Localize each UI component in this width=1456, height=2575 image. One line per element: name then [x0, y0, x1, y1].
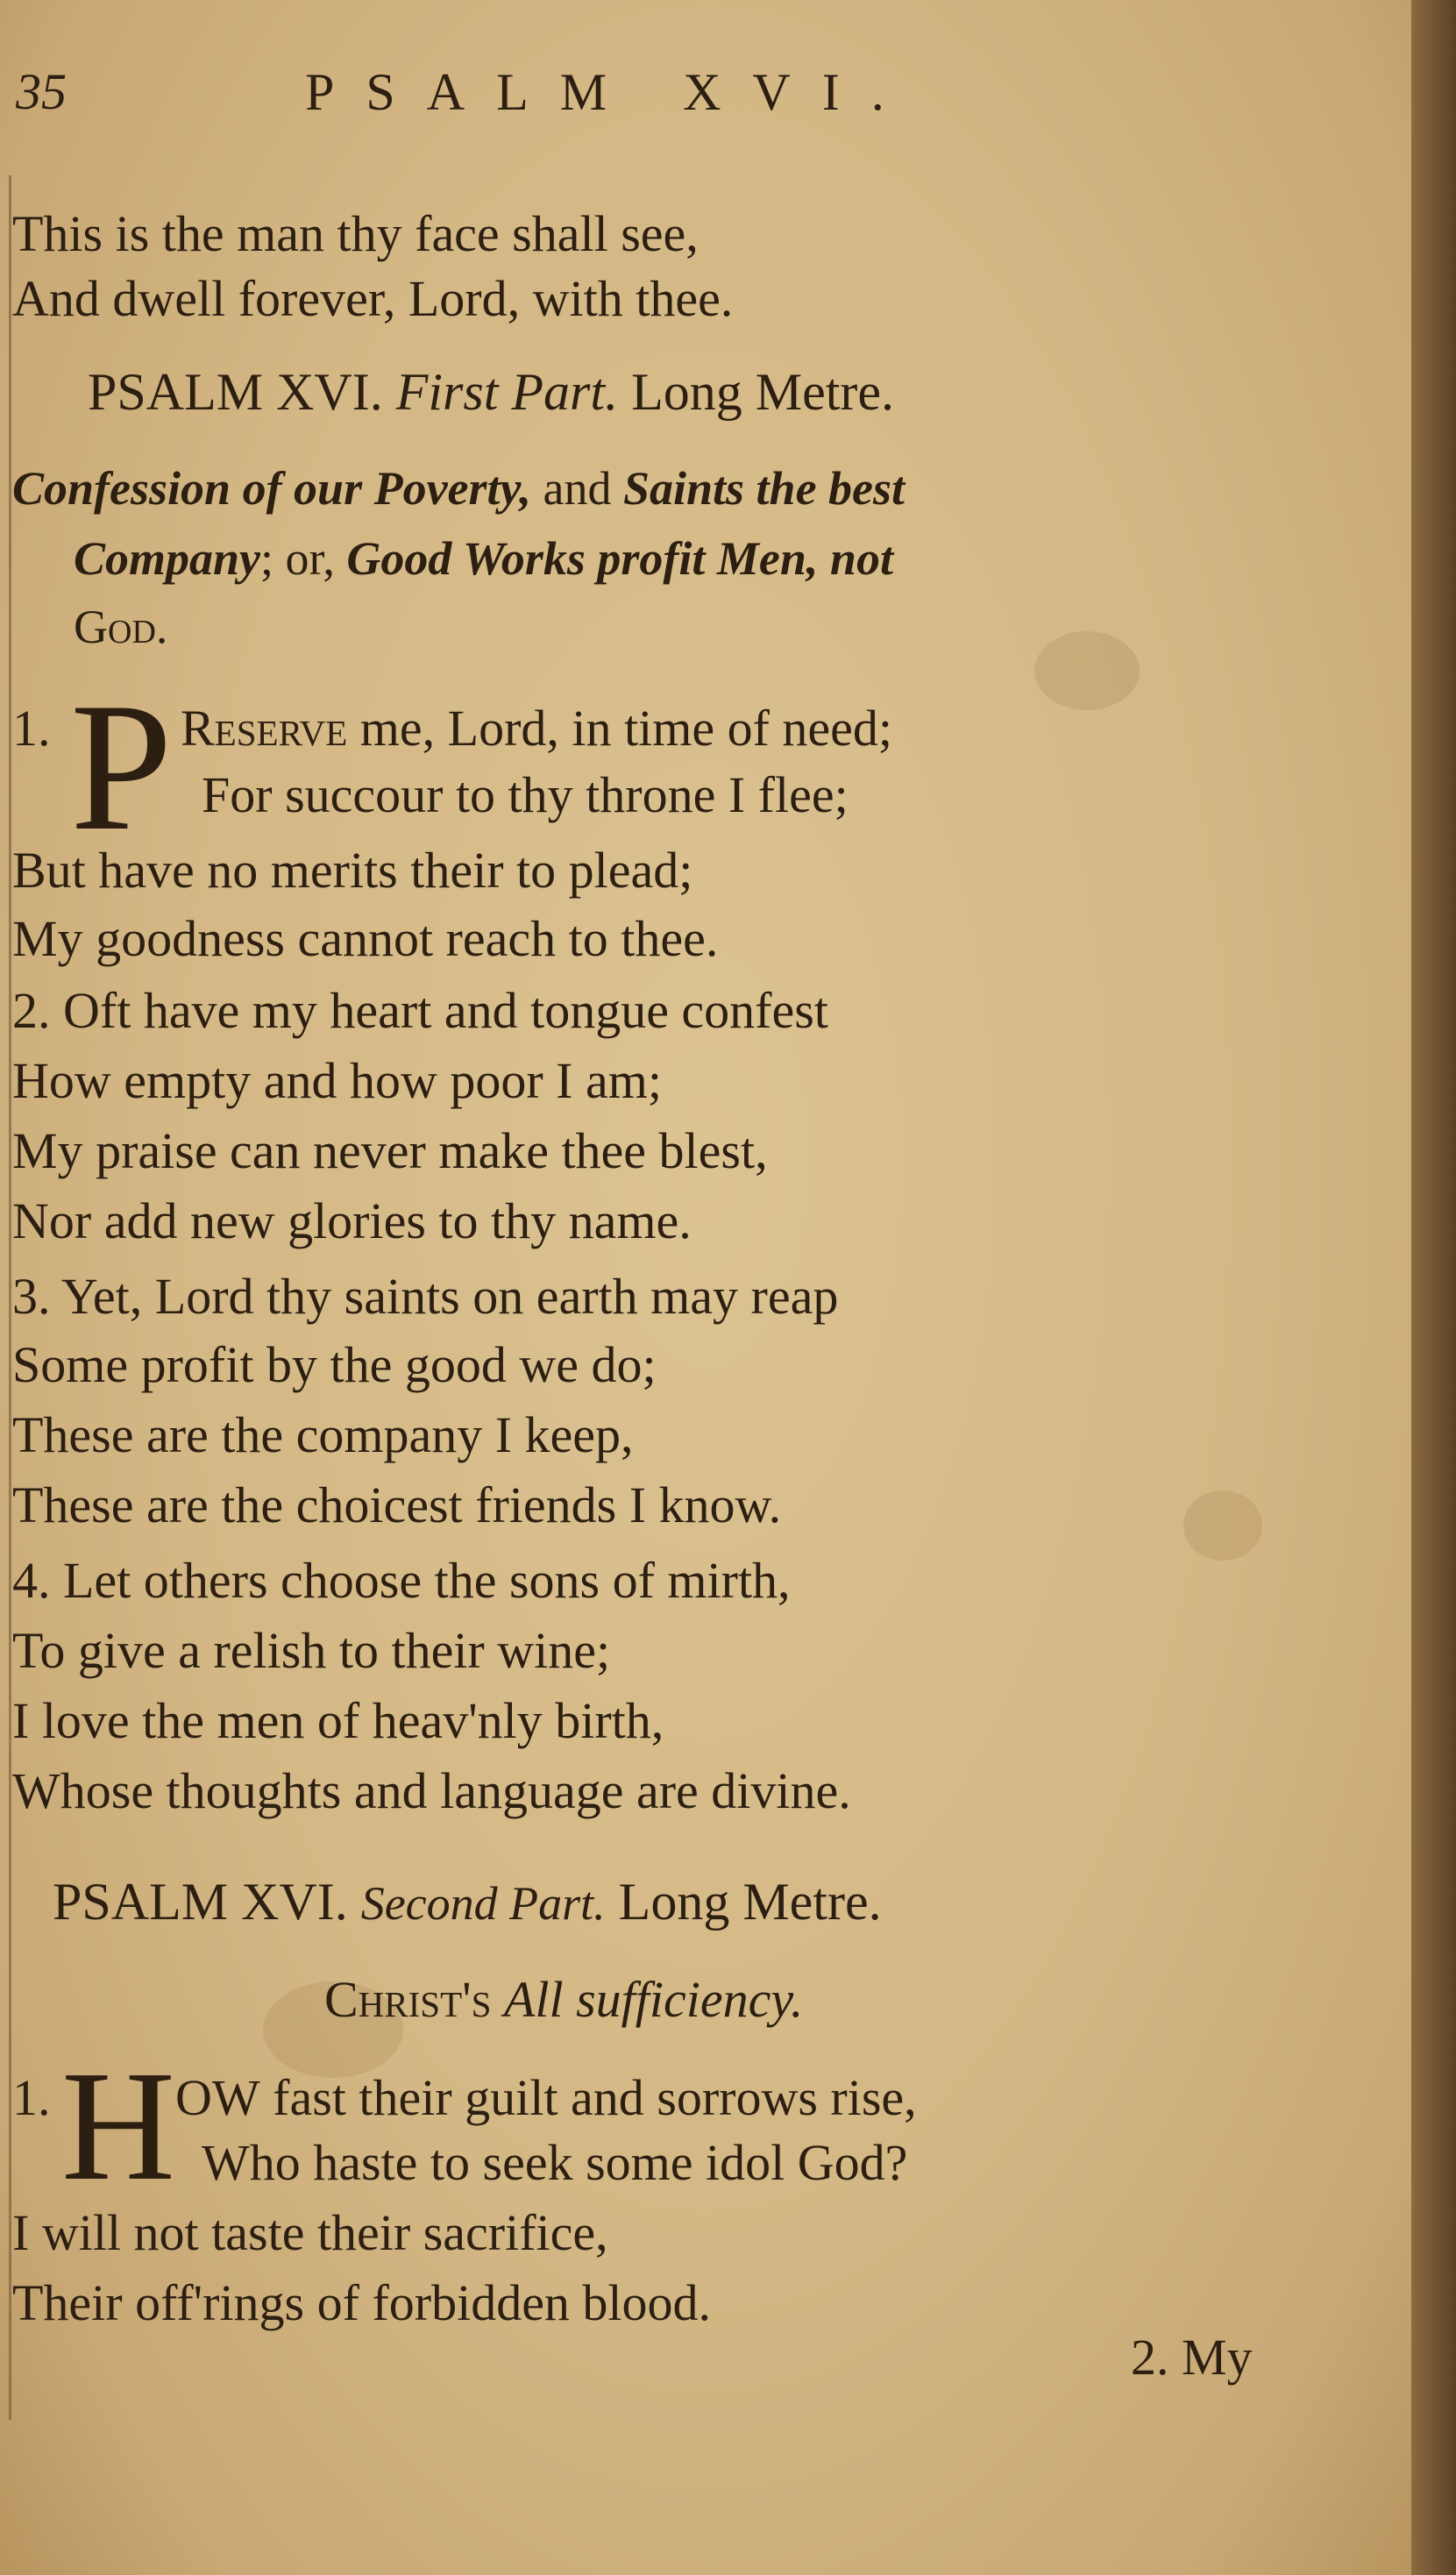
heading-metre: Long Metre. [618, 1873, 882, 1931]
verse-line: But have no merits their to plead; [12, 842, 693, 899]
heading-psalm: PSALM XVI. [53, 1873, 348, 1931]
verse-line: For succour to thy throne I flee; [202, 766, 849, 823]
verse-line: Some profit by the good we do; [12, 1336, 657, 1393]
verse-line: How empty and how poor I am; [12, 1052, 662, 1109]
verse-text: fast their guilt and sorrows rise, [259, 2069, 917, 2126]
subtitle-text: and [543, 462, 612, 515]
verse-line [12, 698, 51, 759]
subtitle-text: Christ's [324, 1971, 492, 2028]
section-subtitle [324, 1969, 803, 2031]
section-subtitle [74, 528, 893, 589]
verse-line: Their off'rings of forbidden blood. [12, 2274, 712, 2331]
page-number: 35 [16, 63, 67, 120]
subtitle-text: Company [74, 532, 261, 585]
verse-line: And dwell forever, Lord, with thee. [12, 270, 734, 327]
verse-line: My goodness cannot reach to thee. [12, 910, 719, 967]
heading-metre: Long Metre. [631, 363, 894, 421]
verse-line: Nor add new glories to thy name. [12, 1192, 692, 1249]
verse-line: These are the company I keep, [12, 1406, 634, 1463]
foxing-stain [1183, 1490, 1262, 1561]
subtitle-text: ; or, [260, 532, 335, 585]
verse-line: This is the man thy face shall see, [12, 205, 699, 262]
running-title: PSALM XVI. [305, 63, 916, 121]
catchword: 2. My [1131, 2329, 1253, 2386]
section-subtitle [12, 458, 905, 519]
drop-capital: H [61, 2038, 175, 2213]
stanza-number: 1. [12, 2069, 51, 2126]
heading-part: First Part. [395, 363, 619, 421]
verse-line: These are the choicest friends I know. [12, 1476, 782, 1533]
verse-line [175, 2067, 917, 2129]
first-word: Reserve [181, 700, 348, 757]
book-spine-edge [1411, 0, 1456, 2575]
subtitle-text: Good Works profit Men, not [346, 532, 893, 585]
verse-line: 4. Let others choose the sons of mirth, [12, 1552, 791, 1609]
first-word: OW [175, 2069, 260, 2126]
subtitle-text: Confession of our Poverty, [12, 462, 531, 515]
verse-line: Whose thoughts and language are divine. [12, 1762, 851, 1819]
subtitle-text: God. [74, 601, 168, 653]
section-subtitle [74, 596, 167, 658]
verse-line: 3. Yet, Lord thy saints on earth may reap [12, 1268, 839, 1325]
stanza-number: 1. [12, 700, 51, 757]
heading-part: Second Part. [360, 1877, 606, 1930]
verse-line: I will not taste their sacrifice, [12, 2204, 608, 2261]
verse-line [181, 698, 892, 759]
section-heading [88, 361, 894, 423]
heading-psalm: PSALM XVI. [88, 363, 383, 421]
foxing-stain [1034, 631, 1140, 710]
page-margin-rule [9, 175, 11, 2420]
drop-capital: P [70, 665, 173, 869]
subtitle-text: All sufficiency. [503, 1971, 804, 2028]
verse-line: To give a relish to their wine; [12, 1622, 611, 1679]
verse-line [12, 2067, 51, 2129]
subtitle-text: Saints the best [622, 462, 906, 515]
section-heading [53, 1871, 882, 1934]
verse-line: Who haste to seek some idol God? [202, 2134, 908, 2191]
verse-line: My praise can never make thee blest, [12, 1122, 768, 1179]
verse-text: me, Lord, in time of need; [347, 700, 893, 757]
verse-line: I love the men of heav'nly birth, [12, 1692, 664, 1749]
verse-line: 2. Oft have my heart and tongue confest [12, 982, 828, 1039]
